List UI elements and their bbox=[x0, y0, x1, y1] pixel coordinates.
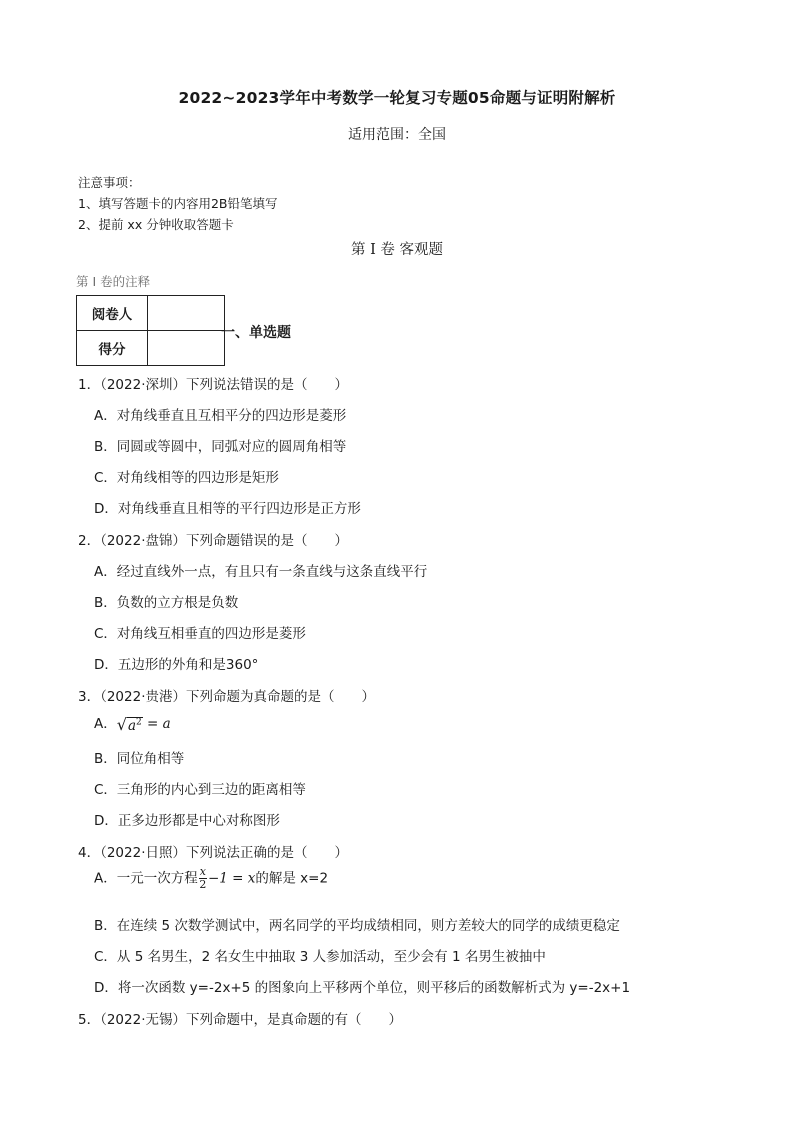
option-a-prefix: A． bbox=[94, 716, 117, 732]
reviewer-cell bbox=[148, 296, 225, 331]
option-b: B．同圆或等圆中，同弧对应的圆周角相等 bbox=[94, 439, 347, 455]
notes-heading: 注意事项： bbox=[78, 175, 141, 190]
option-a: A．对角线垂直且互相平分的四边形是菱形 bbox=[94, 408, 347, 424]
reviewer-label: 阅卷人 bbox=[77, 296, 148, 331]
option-d: D．正多边形都是中心对称图形 bbox=[94, 813, 280, 829]
option-b: B．同位角相等 bbox=[94, 751, 185, 767]
square-root-expression: $√a^2$ bbox=[116, 714, 142, 734]
exponent: 2 bbox=[136, 717, 142, 727]
option-c: C．从 5 名男生，2 名女生中抽取 3 人参加活动，至少会有 1 名男生被抽中 bbox=[94, 949, 546, 965]
option-a bbox=[94, 712, 171, 734]
radicand: a bbox=[127, 717, 137, 734]
volume-note: 第 I 卷的注释 bbox=[76, 274, 151, 289]
option-a-prefix: A．一元一次方程 bbox=[94, 870, 198, 887]
option-d: D．对角线垂直且相等的平行四边形是正方形 bbox=[94, 501, 361, 517]
fraction-numerator: x bbox=[199, 865, 206, 878]
score-label: 得分 bbox=[77, 331, 148, 366]
equation-rhs: = a bbox=[147, 716, 171, 732]
option-d: D．五边形的外角和是360° bbox=[94, 657, 259, 673]
option-b: B．负数的立方根是负数 bbox=[94, 595, 239, 611]
fraction-x-over-2 bbox=[199, 866, 207, 891]
notes-item: 1、填写答题卡的内容用2B铅笔填写 bbox=[78, 196, 278, 211]
option-c: C．对角线互相垂直的四边形是菱形 bbox=[94, 626, 306, 642]
question-stem: 2．（2022·盘锦）下列命题错误的是（ ） bbox=[78, 533, 348, 549]
option-d: D．将一次函数 y=-2x+5 的图象向上平移两个单位，则平移后的函数解析式为 y=-2x+1 bbox=[94, 980, 631, 996]
option-a bbox=[94, 866, 328, 891]
question-stem: 4．（2022·日照）下列说法正确的是（ ） bbox=[78, 845, 348, 861]
scope-subtitle: 适用范围：全国 bbox=[348, 127, 446, 143]
score-cell bbox=[148, 331, 225, 366]
option-a: A．经过直线外一点，有且只有一条直线与这条直线平行 bbox=[94, 564, 428, 580]
section-title: 一、单选题 bbox=[221, 325, 291, 341]
equation-rest: −1 = x bbox=[207, 870, 256, 887]
question-stem: 5．（2022·无锡）下列命题中，是真命题的有（ ） bbox=[78, 1012, 402, 1028]
option-c: C．三角形的内心到三边的距离相等 bbox=[94, 782, 306, 798]
option-a-suffix: 的解是 x=2 bbox=[255, 870, 329, 887]
question-stem: 3．（2022·贵港）下列命题为真命题的是（ ） bbox=[78, 689, 375, 705]
option-b: B．在连续 5 次数学测试中，两名同学的平均成绩相同，则方差较大的同学的成绩更稳定 bbox=[94, 918, 620, 934]
notes-item: 2、提前 xx 分钟收取答题卡 bbox=[78, 217, 234, 232]
question-stem: 1．（2022·深圳）下列说法错误的是（ ） bbox=[78, 377, 348, 393]
document-title: 2022~2023学年中考数学一轮复习专题05命题与证明附解析 bbox=[178, 89, 616, 107]
volume-title: 第 I 卷 客观题 bbox=[350, 242, 444, 258]
fraction-denominator: 2 bbox=[199, 878, 207, 891]
notes-block bbox=[78, 172, 277, 235]
score-table bbox=[76, 295, 225, 366]
option-c: C．对角线相等的四边形是矩形 bbox=[94, 470, 279, 486]
